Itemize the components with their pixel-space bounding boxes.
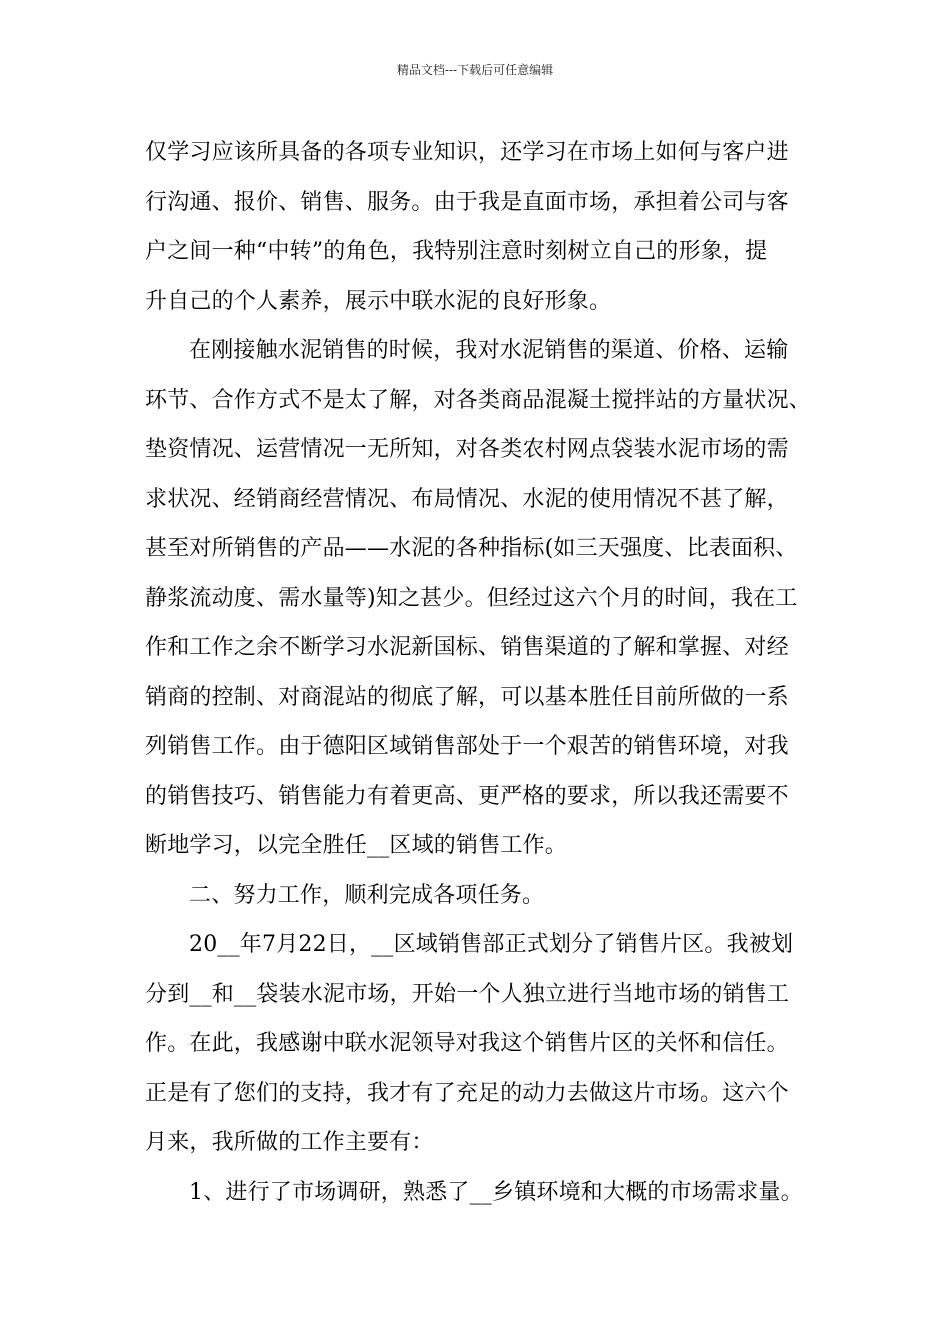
text-line: 分到__和__袋装水泥市场，开始一个人独立进行当地市场的销售工 — [145, 981, 790, 1007]
text-line: 月来，我所做的工作主要有： — [145, 1130, 434, 1155]
text-line: 垫资情况、运营情况一无所知，对各类农村网点袋装水泥市场的需 — [145, 437, 789, 462]
text-line: 作和工作之余不断学习水泥新国标、销售渠道的了解和掌握、对经 — [145, 635, 789, 660]
text-line: 静浆流动度、需水量等)知之甚少。但经过这六个月的时间，我在工 — [145, 585, 798, 611]
text-line: 行沟通、报价、销售、服务。由于我是直面市场，承担着公司与客 — [145, 189, 789, 215]
text-line: 二、努力工作，顺利完成各项任务。 — [189, 882, 545, 908]
text-line: 正是有了您们的支持，我才有了充足的动力去做这片市场。这六个 — [145, 1080, 789, 1106]
text-line: 销商的控制、对商混站的彻底了解，可以基本胜任目前所做的一系 — [145, 684, 789, 710]
text-line: 仅学习应该所具备的各项专业知识，还学习在市场上如何与客户进 — [145, 140, 789, 165]
text-line: 的销售技巧、销售能力有着更高、更严格的要求，所以我还需要不 — [145, 783, 789, 809]
document-body — [145, 128, 825, 1217]
text-line: 在刚接触水泥销售的时候，我对水泥销售的渠道、价格、运输 — [189, 338, 789, 363]
text-line: 户之间一种“中转”的角色，我特别注意时刻树立自己的形象，提 — [145, 239, 768, 264]
text-line: 断地学习，以完全胜任__区域的销售工作。 — [145, 833, 568, 858]
text-line: 甚至对所销售的产品——水泥的各种指标(如三天强度、比表面积、 — [145, 536, 798, 561]
page-header: 精品文档---下载后可任意编辑 — [396, 63, 554, 77]
text-line: 升自己的个人素养，展示中联水泥的良好形象。 — [145, 288, 612, 314]
text-line: 20__年7月22日，__区域销售部正式划分了销售片区。我被划 — [189, 932, 794, 957]
text-line: 列销售工作。由于德阳区域销售部处于一个艰苦的销售环境，对我 — [145, 734, 789, 759]
text-line: 1、进行了市场调研，熟悉了__乡镇环境和大概的市场需求量。 — [189, 1179, 803, 1205]
text-line: 作。在此，我感谢中联水泥领导对我这个销售片区的关怀和信任。 — [145, 1031, 789, 1056]
text-line: 环节、合作方式不是太了解，对各类商品混凝土搅拌站的方量状况、 — [145, 387, 812, 413]
text-line: 求状况、经销商经营情况、布局情况、水泥的使用情况不甚了解， — [145, 486, 789, 512]
